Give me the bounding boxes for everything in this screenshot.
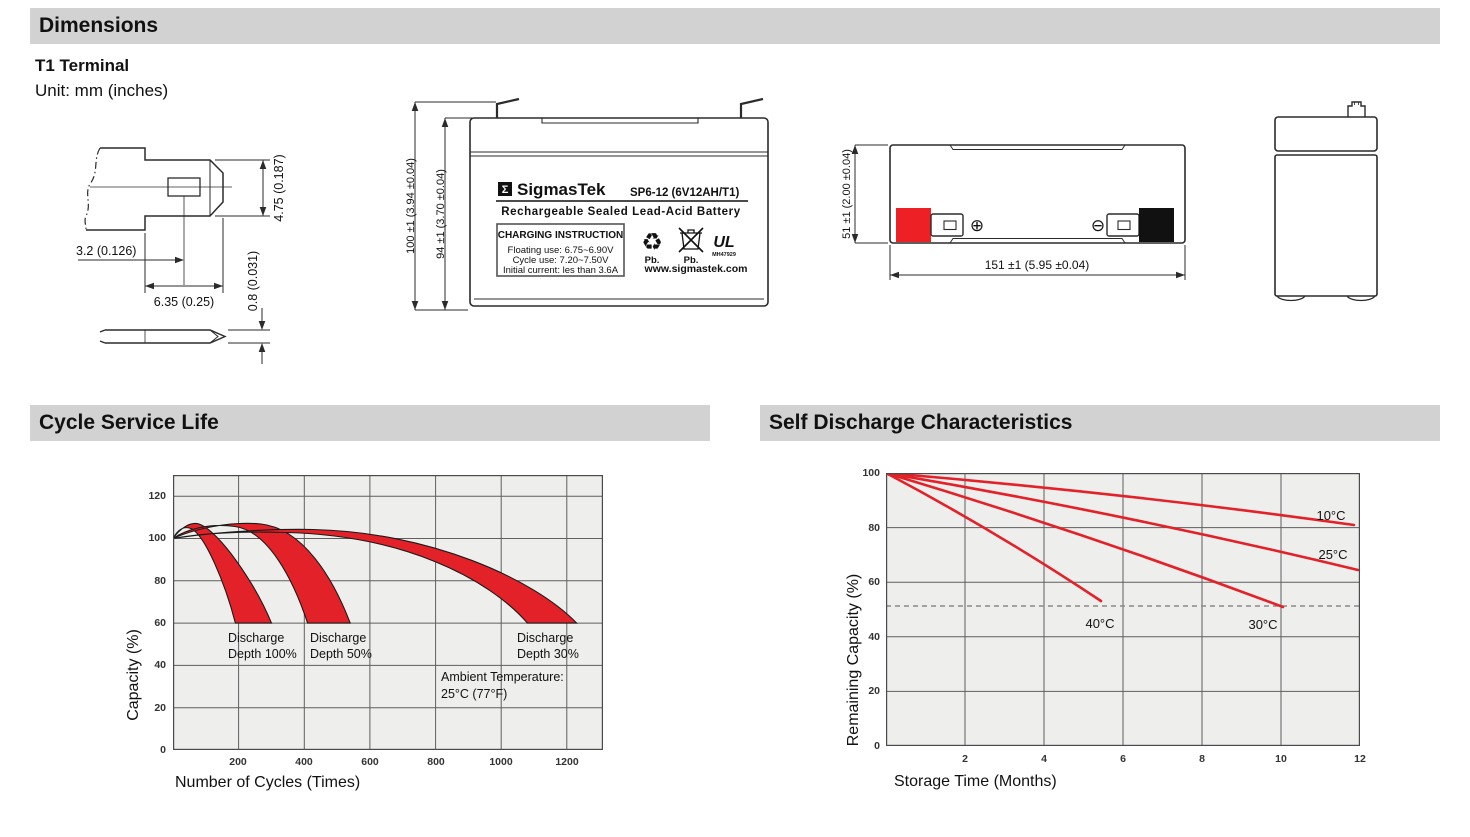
annotation-depth-100-line2: Depth 100% (228, 647, 297, 661)
recycle-icon: ♻ (641, 229, 663, 256)
brand-name: SigmasTek (517, 180, 606, 199)
dim-length-label: 151 ±1 (5.95 ±0.04) (984, 258, 1090, 272)
dim-width-label: 51 ±1 (2.00 ±0.04) (841, 149, 853, 239)
label-40c: 40°C (1085, 616, 1115, 631)
y-tick-80: 80 (868, 522, 880, 534)
dim-thickness-label: 0.8 (0.031) (246, 250, 260, 312)
x-tick-600: 600 (361, 756, 379, 768)
y-tick-120: 120 (148, 490, 166, 502)
label-25c: 25°C (1318, 547, 1348, 562)
self-discharge-ylabel: Remaining Capacity (%) (845, 573, 862, 747)
cycle-chart-plot (173, 475, 603, 750)
self-discharge-section-title: Self Discharge Characteristics (769, 411, 1073, 434)
cycle-section-title: Cycle Service Life (39, 411, 219, 434)
positive-tab (931, 214, 963, 236)
self-discharge-chart (838, 455, 1418, 825)
charging-cycle: Cycle use: 7.20~7.50V (512, 255, 609, 266)
origin-tick: 0 (160, 744, 166, 756)
dim-width-label: 6.35 (0.25) (153, 295, 215, 309)
terminal-dimension-lines (78, 160, 270, 364)
ul-file-code: MH47929 (712, 252, 736, 258)
y-tick-80: 80 (154, 575, 166, 587)
cycle-chart-xlabel: Number of Cycles (Times) (175, 774, 361, 791)
self-discharge-plot (886, 473, 1360, 746)
cycle-chart-ylabel: Capacity (%) (125, 629, 142, 721)
origin-tick: 0 (874, 740, 880, 752)
dim-height-label: 4.75 (0.187) (272, 154, 286, 222)
battery-side-view-drawing (1262, 93, 1402, 318)
self-discharge-section-bar (760, 405, 1440, 441)
label-10c: 10°C (1316, 508, 1346, 523)
sigma-glyph: Σ (501, 184, 509, 196)
y-tick-20: 20 (868, 685, 880, 697)
pb-recycle-label: Pb. (644, 255, 660, 266)
ul-letters: UL (713, 234, 735, 251)
x-tick-800: 800 (427, 756, 445, 768)
x-tick-200: 200 (229, 756, 247, 768)
y-tick-100: 100 (862, 467, 880, 479)
annotation-ambient-line1: Ambient Temperature: (441, 670, 564, 684)
negative-tab (1107, 214, 1139, 236)
battery-top-view-drawing (835, 128, 1210, 293)
plus-symbol: ⊕ (969, 216, 985, 235)
terminal-detail-drawing (60, 138, 380, 370)
annotation-depth-30-line2: Depth 30% (517, 647, 579, 661)
x-tick-2: 2 (962, 753, 968, 765)
minus-symbol: ⊖ (1090, 216, 1106, 235)
x-tick-12: 12 (1354, 753, 1366, 765)
y-tick-60: 60 (154, 617, 166, 629)
side-view-outline (1275, 102, 1377, 301)
y-tick-40: 40 (154, 659, 166, 671)
self-discharge-xlabel: Storage Time (Months) (894, 773, 1057, 790)
x-tick-400: 400 (295, 756, 313, 768)
charging-floating: Floating use: 6.75~6.90V (507, 245, 614, 256)
y-tick-60: 60 (868, 576, 880, 588)
annotation-ambient-line2: 25°C (77°F) (441, 687, 508, 701)
dimensions-section-bar (30, 8, 1440, 44)
charging-initial: Initial current: les than 3.6A (502, 265, 619, 276)
y-tick-100: 100 (148, 532, 166, 544)
y-tick-20: 20 (154, 702, 166, 714)
cycle-service-life-chart (120, 460, 640, 805)
x-tick-8: 8 (1199, 753, 1205, 765)
battery-front-view-drawing (400, 88, 795, 323)
negative-terminal-marker (1139, 208, 1174, 242)
left-terminal-pin (497, 99, 519, 118)
terminal-outline (85, 148, 232, 285)
right-terminal-pin (741, 99, 763, 118)
cycle-service-life-section-bar (30, 405, 710, 441)
annotation-depth-50-line1: Discharge (310, 631, 367, 645)
dim-offset-label: 3.2 (0.126) (76, 244, 137, 258)
dim-case-height-label: 94 ±1 (3.70 ±0.04) (435, 169, 447, 259)
terminal-blade-profile (100, 330, 225, 343)
x-tick-1200: 1200 (555, 756, 579, 768)
side-terminal (1348, 102, 1365, 117)
y-tick-40: 40 (868, 631, 880, 643)
positive-terminal-marker (896, 208, 931, 242)
website-url: www.sigmastek.com (644, 263, 748, 275)
x-tick-10: 10 (1275, 753, 1287, 765)
dimensions-section-title: Dimensions (39, 14, 159, 37)
t1-terminal-heading: T1 Terminal (35, 56, 130, 75)
battery-type-subtitle: Rechargeable Sealed Lead-Acid Battery (501, 206, 741, 218)
annotation-depth-50-line2: Depth 50% (310, 647, 372, 661)
model-number: SP6-12 (6V12AH/T1) (630, 187, 740, 199)
x-tick-4: 4 (1041, 753, 1047, 765)
annotation-depth-100-line1: Discharge (228, 631, 285, 645)
unit-note: Unit: mm (inches) (35, 81, 169, 100)
ul-mark-icon (712, 234, 736, 258)
label-30c: 30°C (1248, 617, 1278, 632)
x-tick-1000: 1000 (489, 756, 513, 768)
charging-title: CHARGING INSTRUCTION (497, 230, 624, 241)
annotation-depth-30-line1: Discharge (517, 631, 574, 645)
x-tick-6: 6 (1120, 753, 1126, 765)
dim-total-height-label: 100 ±1 (3.94 ±0.04) (405, 158, 417, 254)
pb-bin-label: Pb. (683, 255, 699, 266)
break-line (85, 148, 100, 231)
